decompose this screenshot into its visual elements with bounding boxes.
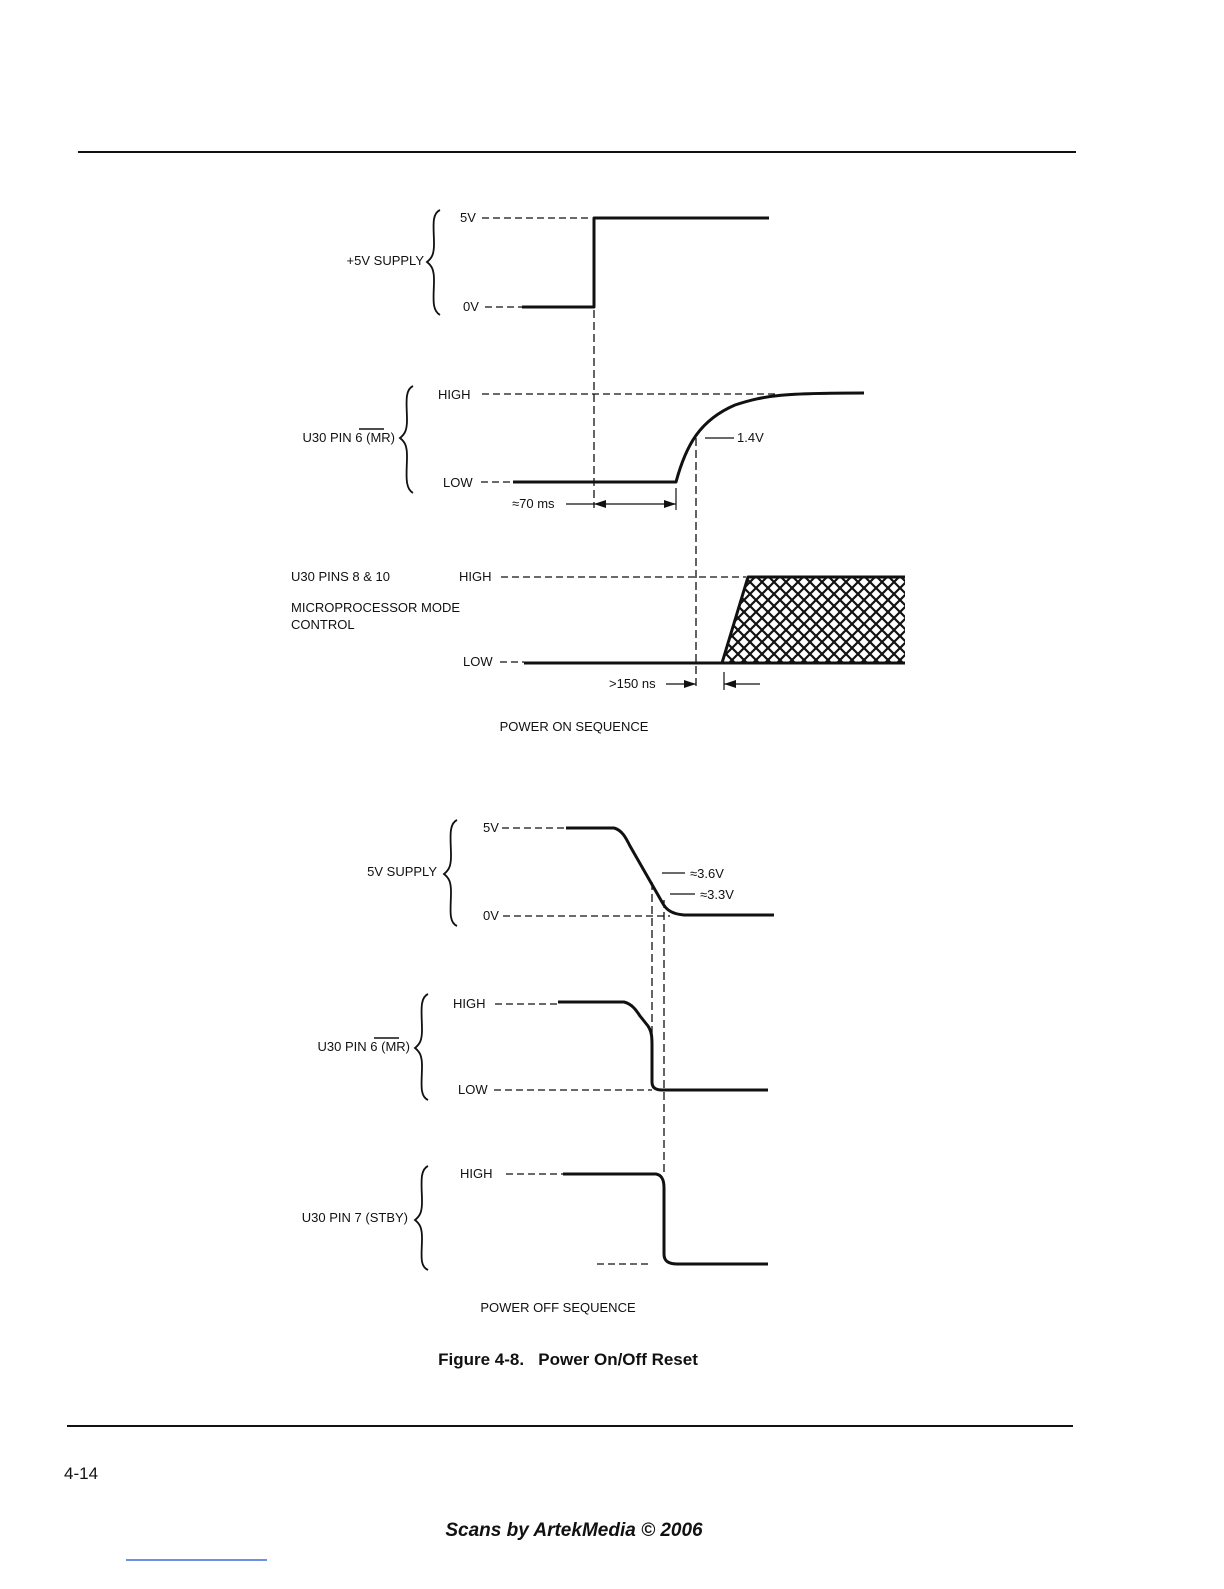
mode-label-line2: MICROPROCESSOR MODE (291, 600, 461, 615)
mode-label-line3: CONTROL (291, 617, 355, 632)
power-on-sequence (291, 210, 906, 734)
power-off-sequence (302, 820, 774, 1315)
power-off-mr-signal (318, 994, 768, 1100)
stby-high-label: HIGH (460, 1166, 493, 1181)
off-mr-low-label: LOW (458, 1082, 488, 1097)
stby-waveform (563, 1174, 768, 1264)
page-number: 4-14 (64, 1464, 99, 1483)
off-supply-label: 5V SUPPLY (367, 864, 437, 879)
off-threshold-36-label: ≈3.6V (690, 866, 724, 881)
off-supply-high-label: 5V (483, 820, 499, 835)
off-mr-label: U30 PIN 6 (MR) (317, 1039, 410, 1054)
power-on-mr-signal (303, 386, 864, 511)
mr-waveform (513, 393, 864, 482)
power-on-mode-signal (291, 569, 906, 691)
off-supply-low-label: 0V (483, 908, 499, 923)
supply-low-label: 0V (463, 299, 479, 314)
off-supply-waveform (566, 828, 774, 915)
mode-label-line1: U30 PINS 8 & 10 (291, 569, 390, 584)
off-supply-brace (444, 820, 457, 926)
power-on-caption: POWER ON SEQUENCE (499, 719, 649, 734)
mode-indeterminate-hatch (720, 575, 906, 665)
mr-brace (400, 386, 413, 493)
power-off-stby-signal (302, 1166, 768, 1270)
stby-label: U30 PIN 7 (STBY) (301, 1210, 408, 1225)
supply-high-label: 5V (460, 210, 476, 225)
mr-threshold-label: 1.4V (737, 430, 764, 445)
power-on-supply-signal (347, 210, 769, 315)
power-off-caption: POWER OFF SEQUENCE (480, 1300, 636, 1315)
mr-label: U30 PIN 6 (MR) (302, 430, 395, 445)
mr-high-label: HIGH (438, 387, 471, 402)
off-threshold-33-label: ≈3.3V (700, 887, 734, 902)
mode-delay-label: >150 ns (609, 676, 656, 691)
figure-caption: Figure 4-8. Power On/Off Reset (438, 1350, 698, 1369)
off-mr-high-label: HIGH (453, 996, 486, 1011)
supply-brace (427, 210, 440, 315)
mr-low-label: LOW (443, 475, 473, 490)
off-mr-brace (415, 994, 428, 1100)
mode-high-label: HIGH (459, 569, 492, 584)
stby-brace (415, 1166, 428, 1270)
mode-low-label: LOW (463, 654, 493, 669)
supply-label: +5V SUPPLY (346, 253, 424, 268)
power-off-supply-signal (367, 820, 774, 926)
scan-credit: Scans by ArtekMedia © 2006 (445, 1520, 703, 1541)
off-mr-waveform (558, 1002, 768, 1090)
mr-delay-label: ≈70 ms (512, 496, 555, 511)
supply-waveform (522, 218, 769, 307)
